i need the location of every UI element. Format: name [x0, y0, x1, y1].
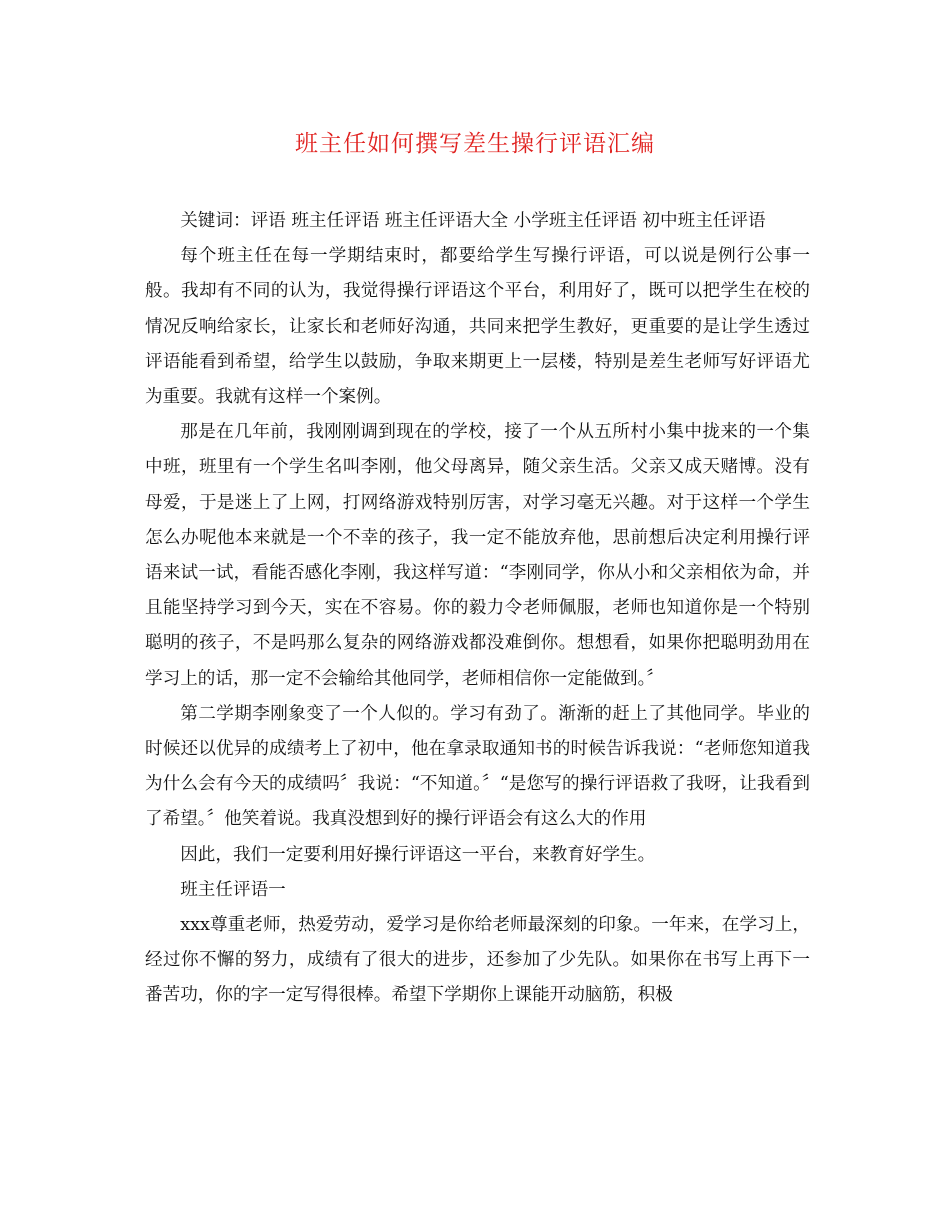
- paragraph-case: 那是在几年前，我刚刚调到现在的学校，接了一个从五所村小集中拢来的一个集中班，班里有一个学生名叫李刚，他父母离异，随父亲生活。父亲又成天赌博。没有母爱，于是迷上了上网，打网络游戏特别厉害，对学习毫无兴趣。对于这样一个学生怎么办呢他本来就是一个不幸的孩子，我一定不能放弃他，思前想后决定利用操行评语来试一试，看能否感化李刚，我这样写道：“李刚同学，你从小和父亲相依为命，并且能坚持学习到今天，实在不容易。你的毅力令老师佩服，老师也知道你是一个特别聪明的孩子，不是吗那么复杂的网络游戏都没难倒你。想想看，如果你把聪明劲用在学习上的话，那一定不会输给其他同学，老师相信你一定能做到。〞: [145, 422, 810, 689]
- document-title: 班主任如何撰写差生操行评语汇编: [295, 131, 655, 157]
- keywords-line: [145, 204, 810, 239]
- document-body: [145, 204, 810, 1014]
- paragraph-result: 第二学期李刚象变了一个人似的。学习有劲了。渐渐的赶上了其他同学。毕业的时候还以优异的成绩考上了初中，他在拿录取通知书的时候告诉我说：“老师您知道我为什么会有今天的成绩吗〞我说：“不知道。〞“是您写的操行评语救了我呀，让我看到了希望。〞他笑着说。我真没想到好的操行评语会有这么大的作用: [145, 703, 810, 830]
- keywords-list: 评语 班主任评语 班主任评语大全 小学班主任评语 初中班主任评语: [250, 211, 766, 231]
- section-heading: 班主任评语一: [180, 879, 286, 900]
- keywords-label: 关键词：: [180, 211, 251, 231]
- paragraph-conclusion: 因此，我们一定要利用好操行评语这一平台，来教育好学生。: [180, 844, 656, 865]
- section-paragraph: xxx尊重老师，热爱劳动，爱学习是你给老师最深刻的印象。一年来，在学习上，经过你不懈的努力，成绩有了很大的进步，还参加了少先队。如果你在书写上再下一番苦功，你的字一定写得很棒。希望下学期你上课能开动脑筋，积极: [145, 915, 810, 1006]
- paragraph-intro: 每个班主任在每一学期结束时，都要给学生写操行评语，可以说是例行公事一般。我却有不同的认为，我觉得操行评语这个平台，利用好了，既可以把学生在校的情况反响给家长，让家长和老师好沟通，共同来把学生教好，更重要的是让学生透过评语能看到希望，给学生以鼓励，争取来期更上一层楼，特别是差生老师写好评语尤为重要。我就有这样一个案例。: [145, 246, 810, 408]
